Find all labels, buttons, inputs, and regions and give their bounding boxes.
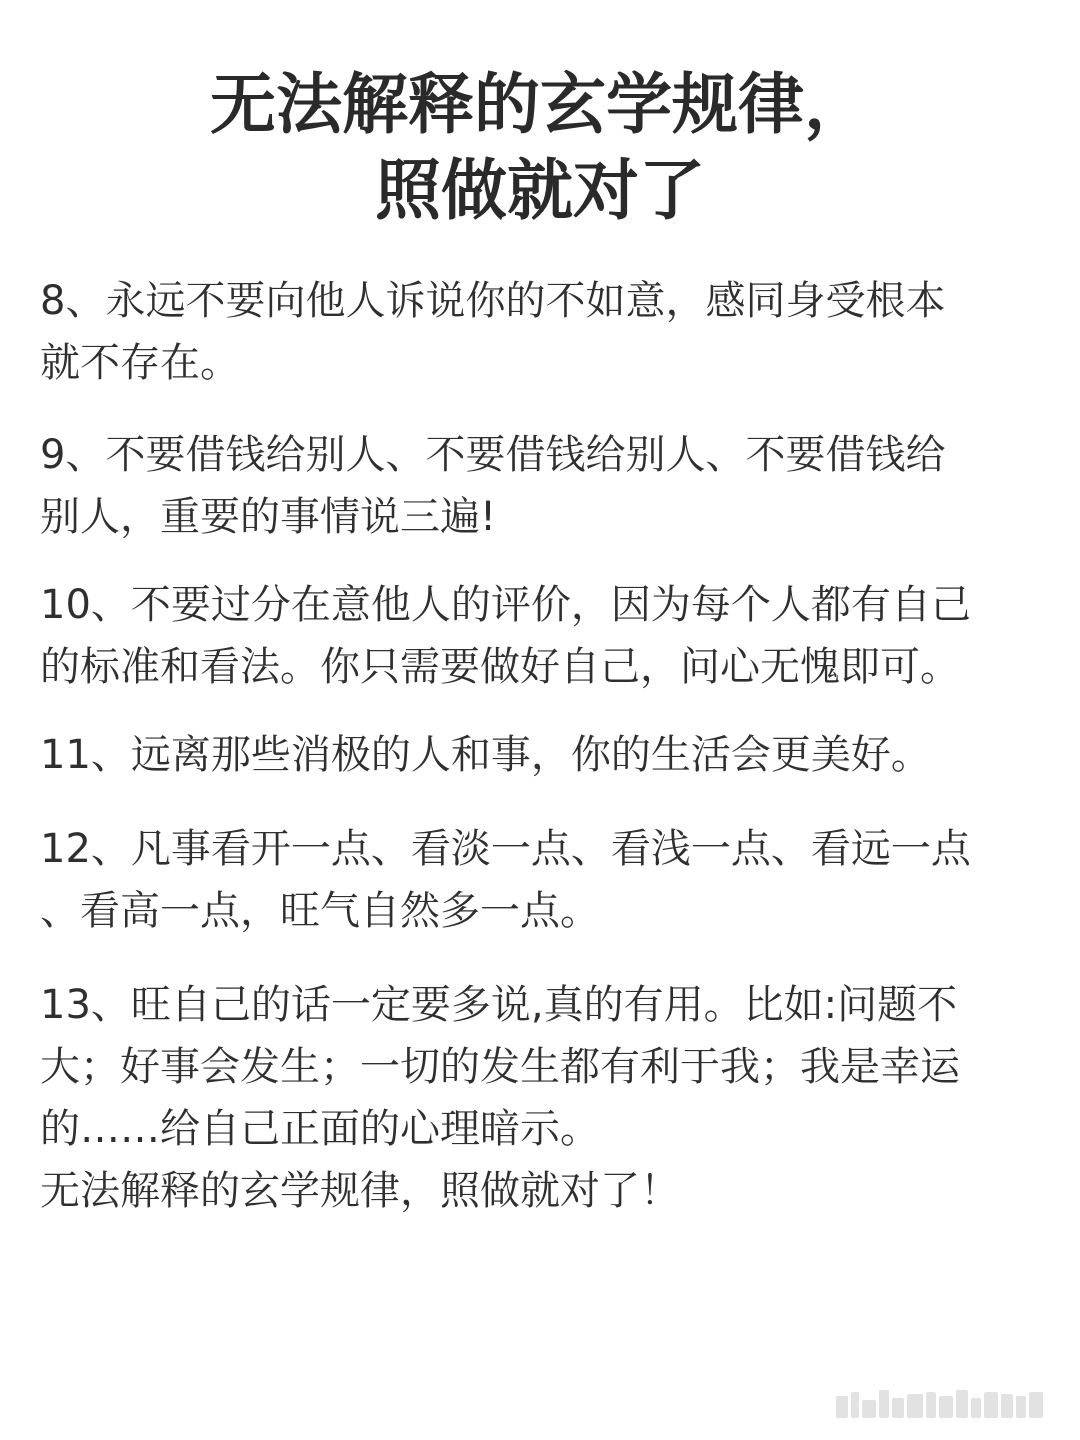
list-item-10 [40,574,1050,698]
item-line: 12、凡事看开一点、看淡一点、看浅一点、看远一点 [40,826,971,872]
item-line: 13、旺自己的话一定要多说,真的有用。比如:问题不 [40,982,958,1028]
item-line: 9、不要借钱给别人、不要借钱给别人、不要借钱给 [40,432,946,478]
item-line: 的标准和看法。你只需要做好自己，问心无愧即可。 [40,644,960,690]
item-line: 的……给自己正面的心理暗示。 [40,1106,600,1152]
list-item-13 [40,974,1050,1222]
item-line: 、看高一点，旺气自然多一点。 [40,888,600,934]
item-line: 就不存在。 [40,340,240,386]
list-item-9 [40,424,1050,548]
item-line: 8、永远不要向他人诉说你的不如意，感同身受根本 [40,278,946,324]
title-line-2: 照做就对了 [375,152,705,229]
item-line: 别人，重要的事情说三遍! [40,494,497,540]
list-item-12 [40,818,1050,942]
title-line-1: 无法解释的玄学规律， [210,66,870,143]
page-title [0,62,1080,234]
item-line: 11、远离那些消极的人和事，你的生活会更美好。 [40,732,931,778]
item-line: 大；好事会发生；一切的发生都有利于我；我是幸运 [40,1044,960,1090]
item-line: 10、不要过分在意他人的评价，因为每个人都有自己 [40,582,971,628]
list-item-11 [40,724,1050,786]
closing-line: 无法解释的玄学规律，照做就对了！ [40,1168,680,1214]
watermark-logo [836,1388,1058,1418]
list-item-8 [40,270,1050,394]
